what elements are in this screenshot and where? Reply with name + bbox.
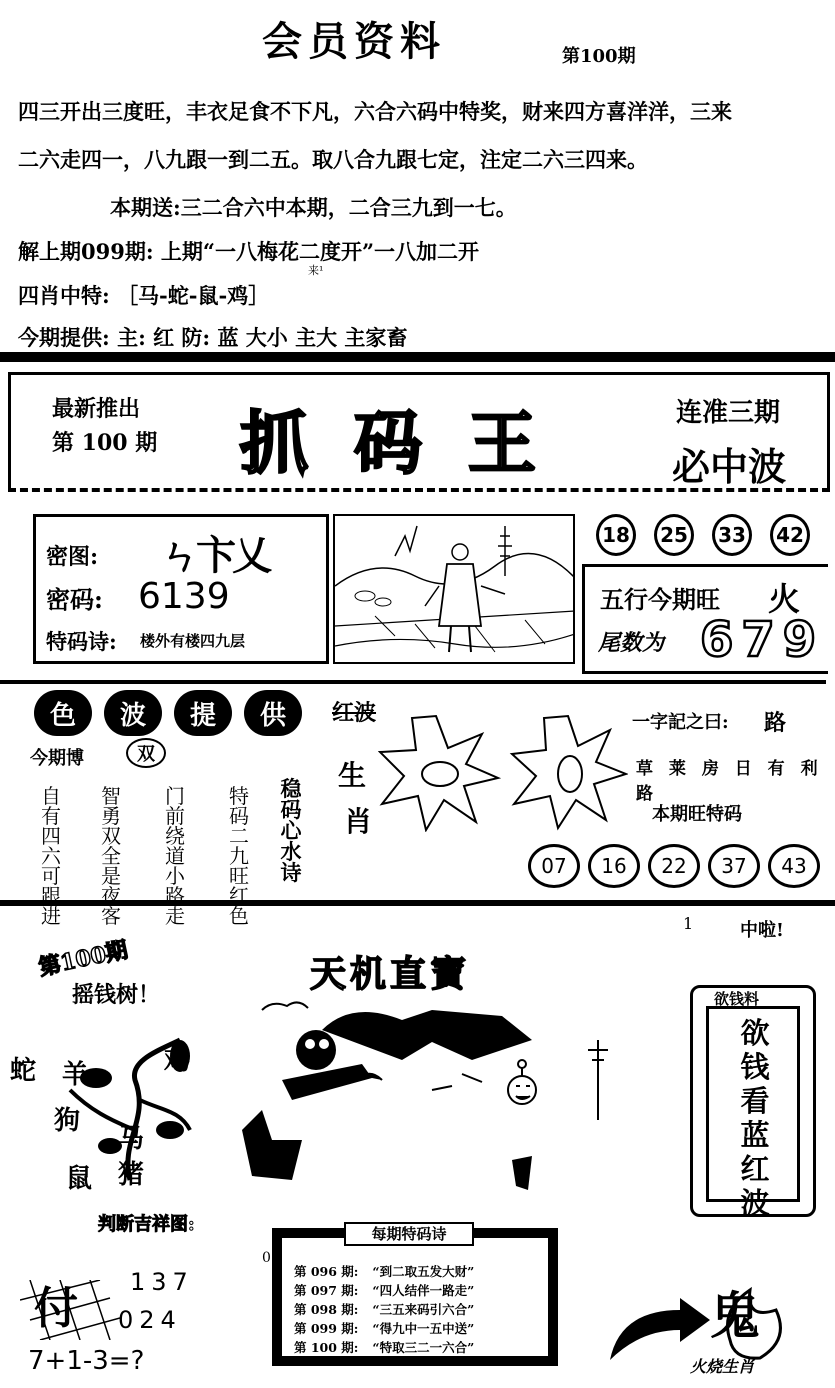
gift-line: 本期送:三二合六中本期，二合三九到一七。 xyxy=(110,195,517,220)
four-zodiac-line: 四肖中特: ［马-蛇-鼠-鸡］ xyxy=(18,283,270,308)
hot-ball-1: 07 xyxy=(528,844,580,888)
latest-line-2: 第 100 期 xyxy=(52,430,158,456)
fu-character: 付 xyxy=(34,1283,78,1334)
poem-row-text: “得九中一五中送” xyxy=(372,1321,475,1336)
page-title: 会员资料 xyxy=(262,18,446,65)
issue-tag: 第100期 xyxy=(36,936,130,982)
five-elements-label: 五行今期旺 xyxy=(600,585,720,614)
poem-column-4: 特码二九旺红色 xyxy=(229,784,249,928)
secret-code-value: 6139 xyxy=(138,576,230,617)
starburst-icons xyxy=(378,712,628,832)
top-ball-2: 25 xyxy=(654,514,694,556)
poem-row xyxy=(294,1319,474,1337)
top-ball-3: 33 xyxy=(712,514,752,556)
five-elements-value: 火 xyxy=(768,580,801,618)
prophecy-line-1: 四三开出三度旺，丰衣足食不下凡，六合六码中特奖，财来四方喜洋洋，三来 xyxy=(18,99,732,124)
poem-frame-mark: 0 xyxy=(262,1250,271,1266)
poem-row-issue: 第 098 期: xyxy=(294,1302,359,1317)
win-label: 中啦! xyxy=(740,920,784,941)
tail-number-label: 尾数为 xyxy=(598,630,665,656)
latest-release xyxy=(52,392,157,460)
must-wave-label: 必中波 xyxy=(672,444,787,489)
streak-label: 连准三期 xyxy=(676,398,781,428)
one-word-value: 路 xyxy=(764,710,787,736)
poem-row-issue: 第 096 期: xyxy=(294,1264,359,1279)
hot-ball-4: 37 xyxy=(708,844,760,888)
poem-frame-title: 每期特码诗 xyxy=(344,1222,474,1246)
scroll-heading: 欲钱料 xyxy=(714,990,760,1008)
poem-column-3: 门前绕道小路走 xyxy=(165,784,185,928)
money-tree-title: 摇钱树！ xyxy=(72,982,161,1008)
scholar-illustration xyxy=(333,514,575,664)
heaven-secret-title: 天机直寶 xyxy=(310,953,471,995)
banner-title: 抓码王 xyxy=(240,404,583,484)
scroll-text: 欲钱看蓝红波 xyxy=(740,1016,770,1220)
poem-row xyxy=(294,1300,474,1318)
judge-picture-label: 判断吉祥图: xyxy=(98,1214,195,1235)
zodiac-dog: 狗 xyxy=(54,1106,81,1136)
zodiac-pig: 猪 xyxy=(118,1160,145,1190)
poem-row-text: “到二取五发大财” xyxy=(372,1264,475,1279)
top-ball-4: 42 xyxy=(770,514,810,556)
riddle-line: 草 莱 房 日 有 利 路 xyxy=(636,759,823,804)
heart-poem-title: 稳码心水诗 xyxy=(280,776,302,885)
one-word-label: 一字記之曰: xyxy=(632,712,729,733)
poem-row xyxy=(294,1338,474,1356)
ghost-character: 鬼 xyxy=(710,1286,760,1345)
zodiac-rooster: 鸡 xyxy=(164,1046,191,1076)
poem-row-issue: 第 100 期: xyxy=(294,1340,359,1355)
small-mark: 1 xyxy=(683,914,694,933)
zodiac-goat: 羊 xyxy=(62,1060,89,1090)
hot-ball-5: 43 xyxy=(768,844,820,888)
red-wave-label: 红波 xyxy=(332,700,377,726)
poem-row xyxy=(294,1281,474,1299)
math-riddle: 7+1-3=? xyxy=(28,1346,145,1376)
pill-wave: 波 xyxy=(104,690,162,736)
hot-ball-3: 22 xyxy=(648,844,700,888)
secret-image-label: 密图: xyxy=(46,544,99,570)
zodiac-horse: 马 xyxy=(118,1124,145,1154)
handwritten-note: 来¹ xyxy=(308,264,324,277)
hot-ball-2: 16 xyxy=(588,844,640,888)
pill-color: 色 xyxy=(34,690,92,736)
previous-answer-line: 解上期099期: 上期“一八梅花二度开”一八加二开 xyxy=(18,239,480,264)
starburst-right-icon xyxy=(512,716,626,828)
special-poem-label: 特码诗: xyxy=(46,629,117,654)
bet-value: 双 xyxy=(126,738,166,768)
secret-image-glyph: ㄣ卞乂 xyxy=(160,533,268,579)
latest-line-1: 最新推出 xyxy=(52,396,141,422)
poem-row-text: “四人结伴一路走” xyxy=(372,1283,475,1298)
poem-column-2: 智勇双全是夜客 xyxy=(101,784,121,928)
hot-code-label: 本期旺特码 xyxy=(652,804,742,825)
digits-row-1: 137 xyxy=(130,1268,194,1296)
poem-row xyxy=(294,1262,474,1280)
tail-number-value: 679 xyxy=(700,612,825,668)
secret-code-label: 密码: xyxy=(46,585,103,614)
special-poem-value: 楼外有楼四九层 xyxy=(140,632,246,650)
section-rule xyxy=(0,680,826,684)
poem-row-text: “三五来码引六合” xyxy=(372,1302,475,1317)
pill-provide-2: 供 xyxy=(244,690,302,736)
poem-row-text: “特取三二一六合” xyxy=(372,1340,475,1355)
pill-provide-1: 提 xyxy=(174,690,232,736)
provide-line: 今期提供: 主: 红 防: 蓝 大小 主大 主家畜 xyxy=(18,325,408,350)
issue-number: 第100期 xyxy=(562,46,636,67)
top-ball-1: 18 xyxy=(596,514,636,556)
bet-label: 今期博 xyxy=(30,748,84,769)
prophecy-line-2: 二六走四一，八九跟一到二五。取八合九跟七定，注定二六三四来。 xyxy=(18,147,648,172)
zodiac-label-top: 生 xyxy=(338,759,367,792)
fire-zodiac-label: 火烧生肖 xyxy=(690,1357,755,1376)
zodiac-label-bottom: 肖 xyxy=(344,805,373,838)
zodiac-snake: 蛇 xyxy=(10,1056,37,1086)
poem-row-issue: 第 099 期: xyxy=(294,1321,359,1336)
digits-row-2: 024 xyxy=(118,1306,182,1334)
panel-bottom-rule xyxy=(0,900,835,906)
cartoon-scene-icon xyxy=(232,990,612,1210)
starburst-left-icon xyxy=(380,716,498,830)
poem-row-issue: 第 097 期: xyxy=(294,1283,359,1298)
zodiac-rat: 鼠 xyxy=(66,1164,93,1194)
poem-column-1: 自有四六可跟进 xyxy=(41,784,61,928)
